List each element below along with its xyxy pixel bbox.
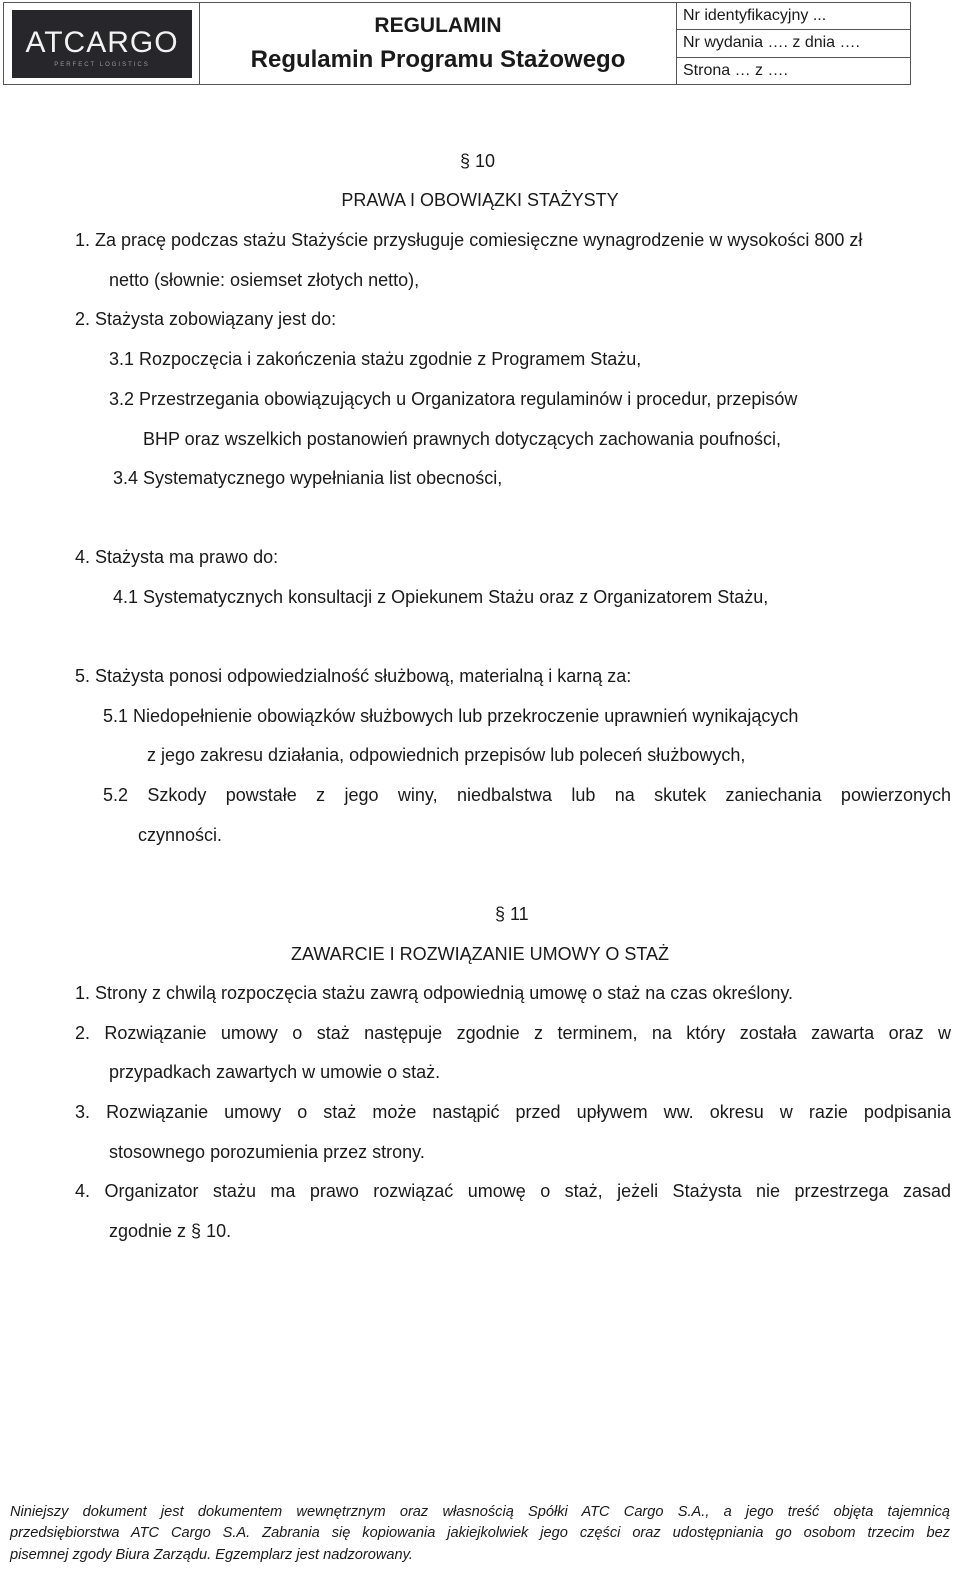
s11-item-2-line-1: 2. Rozwiązanie umowy o staż następuje zgodnie z terminem, na który została zawarta oraz w — [75, 1023, 951, 1043]
s10-item-5-1-line-2: z jego zakresu działania, odpowiednich przepisów lub poleceń służbowych, — [147, 745, 746, 765]
s10-item-4: 4. Stażysta ma prawo do: — [75, 547, 279, 567]
document-header — [3, 2, 911, 85]
footer-line-2: przedsiębiorstwa ATC Cargo S.A. Zabrania się kopiowania jakiejkolwiek jego części oraz udostępniania go osobom trzecim bez — [10, 1525, 950, 1541]
header-title-cell — [200, 3, 677, 84]
s10-item-1-line-1: 1. Za pracę podczas stażu Stażyście przysługuje comiesięczne wynagrodzenie w wysokości 800 zł — [75, 230, 863, 250]
s11-item-2-line-2: przypadkach zawartych w umowie o staż. — [109, 1062, 441, 1082]
s10-item-5: 5. Stażysta ponosi odpowiedzialność służbową, materialną i karną za: — [75, 666, 632, 686]
atc-cargo-logo — [12, 10, 192, 78]
s10-item-5-2-line-2: czynności. — [138, 825, 223, 845]
s11-item-1: 1. Strony z chwilą rozpoczęcia stażu zawrą odpowiednią umowę o staż na czas określony. — [75, 983, 794, 1003]
s10-item-4-1: 4.1 Systematycznych konsultacji z Opiekunem Stażu oraz z Organizatorem Stażu, — [113, 587, 769, 607]
logo-text: ATCARGO — [24, 25, 179, 59]
s11-item-4-line-2: zgodnie z § 10. — [109, 1221, 232, 1241]
footer-line-1: Niniejszy dokument jest dokumentem wewnętrznym oraz własnością Spółki ATC Cargo S.A., a jego treść objęta tajemnicą — [10, 1504, 950, 1520]
page-number-field: Strona … z …. — [683, 61, 788, 79]
s10-item-3-2-line-1: 3.2 Przestrzegania obowiązujących u Organizatora regulaminów i procedur, przepisów — [109, 389, 798, 409]
footer-line-3: pisemnej zgody Biura Zarządu. Egzemplarz jest nadzorowany. — [10, 1547, 413, 1563]
section-11-heading: ZAWARCIE I ROZWIĄZANIE UMOWY O STAŻ — [291, 944, 669, 964]
logo-tagline: PERFECT LOGISTICS — [53, 61, 150, 68]
section-11-mark: § 11 — [495, 904, 529, 924]
s10-item-3-1: 3.1 Rozpoczęcia i zakończenia stażu zgodnie z Programem Stażu, — [109, 349, 642, 369]
edition-field: Nr wydania …. z dnia …. — [677, 30, 910, 57]
logo-cell — [4, 3, 200, 84]
s10-item-5-2-line-1: 5.2 Szkody powstałe z jego winy, niedbalstwa lub na skutek zaniechania powierzonych — [103, 785, 951, 805]
s11-item-4-line-1: 4. Organizator stażu ma prawo rozwiązać umowę o staż, jeżeli Stażysta nie przestrzega zasad — [75, 1181, 951, 1201]
s10-item-5-1-line-1: 5.1 Niedopełnienie obowiązków służbowych lub przekroczenie uprawnień wynikających — [103, 706, 799, 726]
s11-item-3-line-2: stosownego porozumienia przez strony. — [109, 1142, 425, 1162]
s10-item-2: 2. Stażysta zobowiązany jest do: — [75, 309, 337, 329]
doc-title: Regulamin Programu Stażowego — [250, 45, 626, 73]
header-meta-cell — [677, 3, 910, 84]
s11-item-3-line-1: 3. Rozwiązanie umowy o staż może nastąpić przed upływem ww. okresu w razie podpisania — [75, 1102, 951, 1122]
section-10-mark: § 10 — [460, 151, 496, 171]
section-10-heading: PRAWA I OBOWIĄZKI STAŻYSTY — [341, 190, 619, 210]
doc-type-title: REGULAMIN — [374, 13, 502, 37]
s10-item-3-4: 3.4 Systematycznego wypełniania list obecności, — [113, 468, 503, 488]
s10-item-3-2-line-2: BHP oraz wszelkich postanowień prawnych dotyczących zachowania poufności, — [143, 429, 781, 449]
id-number-field: Nr identyfikacyjny ... — [677, 3, 910, 30]
s10-item-1-line-2: netto (słownie: osiemset złotych netto), — [109, 270, 420, 290]
